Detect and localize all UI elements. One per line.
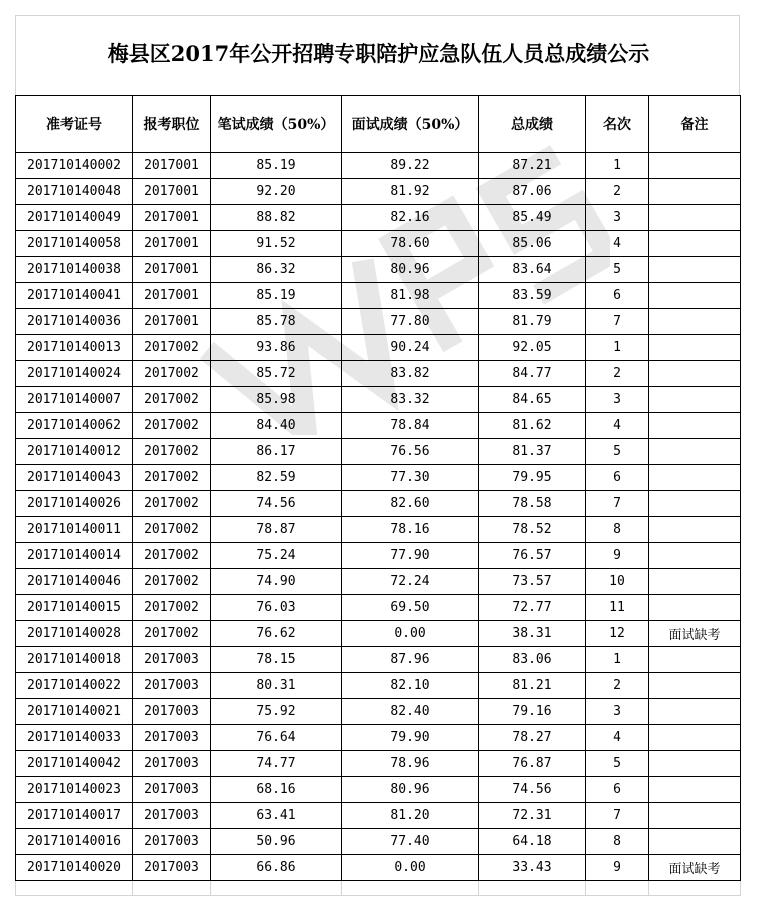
- cell-remark: [649, 699, 741, 725]
- table-row: [16, 543, 741, 569]
- table-row: [16, 673, 741, 699]
- cell-remark: [649, 153, 741, 179]
- table-row: [16, 621, 741, 647]
- cell-exam-id: 201710140062: [16, 413, 133, 439]
- cell-position: 2017002: [133, 465, 211, 491]
- cell-exam-id: 201710140013: [16, 335, 133, 361]
- cell-exam-id: 201710140017: [16, 803, 133, 829]
- cell-position: 2017002: [133, 517, 211, 543]
- cell-rank: 5: [586, 439, 649, 465]
- table-row: [16, 309, 741, 335]
- cell-rank: 3: [586, 699, 649, 725]
- cell-interview-score: 82.60: [342, 491, 479, 517]
- cell-remark: [649, 517, 741, 543]
- cell-total-score: 38.31: [479, 621, 586, 647]
- table-row: [16, 179, 741, 205]
- cell-interview-score: 77.90: [342, 543, 479, 569]
- cell-interview-score: 82.10: [342, 673, 479, 699]
- header-written-score: 笔试成绩（50%）: [211, 96, 342, 153]
- cell-total-score: 78.27: [479, 725, 586, 751]
- cell-written-score: 50.96: [211, 829, 342, 855]
- table-body: [16, 153, 741, 896]
- cell-rank: 2: [586, 673, 649, 699]
- cell-written-score: 85.72: [211, 361, 342, 387]
- cell-written-score: 92.20: [211, 179, 342, 205]
- cell-remark: 面试缺考: [649, 621, 741, 647]
- cell-remark: [649, 335, 741, 361]
- cell-remark: [649, 179, 741, 205]
- cell-written-score: 88.82: [211, 205, 342, 231]
- table-row: [16, 465, 741, 491]
- cell-exam-id: 201710140002: [16, 153, 133, 179]
- cell-position: 2017002: [133, 491, 211, 517]
- cell-rank: 4: [586, 231, 649, 257]
- cell-position: 2017003: [133, 803, 211, 829]
- cell-exam-id: 201710140043: [16, 465, 133, 491]
- cell-written-score: 76.62: [211, 621, 342, 647]
- cell-interview-score: 82.40: [342, 699, 479, 725]
- cell-exam-id: 201710140015: [16, 595, 133, 621]
- cell-total-score: 73.57: [479, 569, 586, 595]
- cell-interview-score: 69.50: [342, 595, 479, 621]
- header-exam-id: 准考证号: [16, 96, 133, 153]
- cell-remark: [649, 387, 741, 413]
- cell-rank: 3: [586, 387, 649, 413]
- table-row: [16, 491, 741, 517]
- header-interview-score: 面试成绩（50%）: [342, 96, 479, 153]
- cell-remark: [649, 777, 741, 803]
- cell-interview-score: 80.96: [342, 257, 479, 283]
- cell-rank: 9: [586, 855, 649, 881]
- cell-exam-id: 201710140028: [16, 621, 133, 647]
- cell-interview-score: 82.16: [342, 205, 479, 231]
- cell-total-score: 72.77: [479, 595, 586, 621]
- table-row: [16, 751, 741, 777]
- cell-exam-id: 201710140014: [16, 543, 133, 569]
- cell-interview-score: 81.20: [342, 803, 479, 829]
- cell-exam-id: 201710140020: [16, 855, 133, 881]
- empty-cell: [16, 881, 133, 896]
- table-row: [16, 205, 741, 231]
- cell-position: 2017003: [133, 699, 211, 725]
- cell-interview-score: 89.22: [342, 153, 479, 179]
- cell-remark: [649, 543, 741, 569]
- header-rank: 名次: [586, 96, 649, 153]
- cell-position: 2017003: [133, 855, 211, 881]
- cell-written-score: 68.16: [211, 777, 342, 803]
- cell-total-score: 81.21: [479, 673, 586, 699]
- table-row: [16, 777, 741, 803]
- cell-rank: 1: [586, 335, 649, 361]
- cell-rank: 7: [586, 491, 649, 517]
- table-header-row: [16, 96, 741, 153]
- cell-remark: [649, 673, 741, 699]
- cell-rank: 2: [586, 361, 649, 387]
- cell-position: 2017001: [133, 231, 211, 257]
- cell-total-score: 83.64: [479, 257, 586, 283]
- cell-remark: [649, 725, 741, 751]
- cell-remark: [649, 439, 741, 465]
- cell-remark: [649, 283, 741, 309]
- score-sheet: [15, 15, 741, 915]
- cell-exam-id: 201710140023: [16, 777, 133, 803]
- cell-remark: [649, 465, 741, 491]
- empty-row: [16, 881, 741, 896]
- cell-rank: 4: [586, 725, 649, 751]
- table-row: [16, 387, 741, 413]
- cell-remark: 面试缺考: [649, 855, 741, 881]
- cell-remark: [649, 595, 741, 621]
- cell-written-score: 91.52: [211, 231, 342, 257]
- empty-cell: [342, 881, 479, 896]
- cell-exam-id: 201710140048: [16, 179, 133, 205]
- table-row: [16, 725, 741, 751]
- table-row: [16, 335, 741, 361]
- cell-position: 2017002: [133, 413, 211, 439]
- cell-written-score: 78.15: [211, 647, 342, 673]
- cell-interview-score: 78.96: [342, 751, 479, 777]
- cell-position: 2017002: [133, 439, 211, 465]
- cell-exam-id: 201710140012: [16, 439, 133, 465]
- cell-interview-score: 81.98: [342, 283, 479, 309]
- table-row: [16, 231, 741, 257]
- cell-remark: [649, 829, 741, 855]
- page-title: 梅县区2017年公开招聘专职陪护应急队伍人员总成绩公示: [107, 41, 650, 66]
- cell-position: 2017003: [133, 725, 211, 751]
- cell-position: 2017003: [133, 673, 211, 699]
- cell-exam-id: 201710140021: [16, 699, 133, 725]
- table-row: [16, 699, 741, 725]
- cell-total-score: 72.31: [479, 803, 586, 829]
- cell-rank: 3: [586, 205, 649, 231]
- cell-position: 2017002: [133, 361, 211, 387]
- cell-total-score: 79.95: [479, 465, 586, 491]
- cell-position: 2017002: [133, 595, 211, 621]
- cell-written-score: 93.86: [211, 335, 342, 361]
- cell-remark: [649, 569, 741, 595]
- cell-remark: [649, 257, 741, 283]
- cell-position: 2017003: [133, 751, 211, 777]
- cell-rank: 4: [586, 413, 649, 439]
- cell-remark: [649, 361, 741, 387]
- cell-interview-score: 81.92: [342, 179, 479, 205]
- cell-rank: 7: [586, 309, 649, 335]
- table-row: [16, 153, 741, 179]
- cell-written-score: 86.32: [211, 257, 342, 283]
- cell-position: 2017001: [133, 205, 211, 231]
- cell-rank: 9: [586, 543, 649, 569]
- cell-total-score: 81.79: [479, 309, 586, 335]
- cell-written-score: 85.98: [211, 387, 342, 413]
- cell-total-score: 85.49: [479, 205, 586, 231]
- cell-rank: 5: [586, 257, 649, 283]
- cell-total-score: 76.57: [479, 543, 586, 569]
- cell-rank: 5: [586, 751, 649, 777]
- cell-remark: [649, 231, 741, 257]
- cell-remark: [649, 803, 741, 829]
- cell-total-score: 85.06: [479, 231, 586, 257]
- table-row: [16, 829, 741, 855]
- table-row: [16, 595, 741, 621]
- table-row: [16, 257, 741, 283]
- cell-rank: 1: [586, 153, 649, 179]
- cell-total-score: 87.21: [479, 153, 586, 179]
- cell-total-score: 84.65: [479, 387, 586, 413]
- table-row: [16, 517, 741, 543]
- cell-total-score: 76.87: [479, 751, 586, 777]
- cell-written-score: 85.78: [211, 309, 342, 335]
- cell-position: 2017002: [133, 621, 211, 647]
- cell-rank: 10: [586, 569, 649, 595]
- cell-written-score: 74.90: [211, 569, 342, 595]
- cell-remark: [649, 309, 741, 335]
- empty-cell: [586, 881, 649, 896]
- cell-rank: 6: [586, 465, 649, 491]
- cell-remark: [649, 647, 741, 673]
- cell-total-score: 84.77: [479, 361, 586, 387]
- cell-written-score: 80.31: [211, 673, 342, 699]
- cell-rank: 2: [586, 179, 649, 205]
- cell-position: 2017003: [133, 647, 211, 673]
- table-row: [16, 803, 741, 829]
- cell-interview-score: 77.80: [342, 309, 479, 335]
- empty-cell: [211, 881, 342, 896]
- empty-cell: [479, 881, 586, 896]
- cell-position: 2017001: [133, 283, 211, 309]
- cell-interview-score: 78.60: [342, 231, 479, 257]
- cell-interview-score: 77.40: [342, 829, 479, 855]
- cell-written-score: 75.92: [211, 699, 342, 725]
- cell-total-score: 81.62: [479, 413, 586, 439]
- cell-exam-id: 201710140036: [16, 309, 133, 335]
- cell-exam-id: 201710140042: [16, 751, 133, 777]
- cell-position: 2017001: [133, 179, 211, 205]
- cell-interview-score: 77.30: [342, 465, 479, 491]
- cell-written-score: 84.40: [211, 413, 342, 439]
- cell-exam-id: 201710140041: [16, 283, 133, 309]
- cell-interview-score: 83.82: [342, 361, 479, 387]
- cell-rank: 6: [586, 777, 649, 803]
- cell-interview-score: 76.56: [342, 439, 479, 465]
- cell-written-score: 85.19: [211, 153, 342, 179]
- cell-total-score: 81.37: [479, 439, 586, 465]
- cell-interview-score: 78.84: [342, 413, 479, 439]
- cell-position: 2017002: [133, 387, 211, 413]
- cell-rank: 6: [586, 283, 649, 309]
- cell-position: 2017001: [133, 309, 211, 335]
- cell-rank: 8: [586, 517, 649, 543]
- cell-interview-score: 0.00: [342, 621, 479, 647]
- cell-written-score: 74.56: [211, 491, 342, 517]
- cell-remark: [649, 491, 741, 517]
- cell-exam-id: 201710140018: [16, 647, 133, 673]
- cell-written-score: 85.19: [211, 283, 342, 309]
- cell-written-score: 76.03: [211, 595, 342, 621]
- cell-exam-id: 201710140038: [16, 257, 133, 283]
- cell-written-score: 86.17: [211, 439, 342, 465]
- table-row: [16, 283, 741, 309]
- cell-interview-score: 0.00: [342, 855, 479, 881]
- cell-exam-id: 201710140011: [16, 517, 133, 543]
- table-row: [16, 569, 741, 595]
- cell-remark: [649, 205, 741, 231]
- cell-written-score: 74.77: [211, 751, 342, 777]
- cell-total-score: 64.18: [479, 829, 586, 855]
- cell-total-score: 78.58: [479, 491, 586, 517]
- cell-position: 2017002: [133, 543, 211, 569]
- cell-total-score: 83.59: [479, 283, 586, 309]
- cell-interview-score: 72.24: [342, 569, 479, 595]
- cell-remark: [649, 751, 741, 777]
- title-cell: [15, 15, 740, 95]
- table-row: [16, 855, 741, 881]
- header-total-score: 总成绩: [479, 96, 586, 153]
- cell-written-score: 78.87: [211, 517, 342, 543]
- cell-rank: 11: [586, 595, 649, 621]
- cell-exam-id: 201710140016: [16, 829, 133, 855]
- cell-exam-id: 201710140033: [16, 725, 133, 751]
- cell-exam-id: 201710140024: [16, 361, 133, 387]
- cell-written-score: 75.24: [211, 543, 342, 569]
- cell-total-score: 74.56: [479, 777, 586, 803]
- cell-interview-score: 80.96: [342, 777, 479, 803]
- cell-total-score: 83.06: [479, 647, 586, 673]
- table-row: [16, 647, 741, 673]
- cell-rank: 7: [586, 803, 649, 829]
- header-remark: 备注: [649, 96, 741, 153]
- cell-exam-id: 201710140026: [16, 491, 133, 517]
- cell-position: 2017003: [133, 829, 211, 855]
- table-row: [16, 439, 741, 465]
- cell-interview-score: 87.96: [342, 647, 479, 673]
- cell-position: 2017001: [133, 153, 211, 179]
- cell-exam-id: 201710140049: [16, 205, 133, 231]
- cell-written-score: 66.86: [211, 855, 342, 881]
- cell-position: 2017002: [133, 569, 211, 595]
- header-position: 报考职位: [133, 96, 211, 153]
- table-row: [16, 361, 741, 387]
- cell-rank: 8: [586, 829, 649, 855]
- empty-cell: [133, 881, 211, 896]
- cell-position: 2017002: [133, 335, 211, 361]
- cell-remark: [649, 413, 741, 439]
- cell-total-score: 79.16: [479, 699, 586, 725]
- cell-total-score: 78.52: [479, 517, 586, 543]
- table-row: [16, 413, 741, 439]
- cell-written-score: 76.64: [211, 725, 342, 751]
- cell-exam-id: 201710140046: [16, 569, 133, 595]
- cell-interview-score: 79.90: [342, 725, 479, 751]
- cell-rank: 1: [586, 647, 649, 673]
- cell-total-score: 87.06: [479, 179, 586, 205]
- cell-total-score: 92.05: [479, 335, 586, 361]
- cell-total-score: 33.43: [479, 855, 586, 881]
- cell-written-score: 63.41: [211, 803, 342, 829]
- cell-exam-id: 201710140058: [16, 231, 133, 257]
- score-table: [15, 95, 741, 896]
- cell-interview-score: 78.16: [342, 517, 479, 543]
- cell-rank: 12: [586, 621, 649, 647]
- cell-exam-id: 201710140022: [16, 673, 133, 699]
- cell-position: 2017003: [133, 777, 211, 803]
- cell-exam-id: 201710140007: [16, 387, 133, 413]
- cell-interview-score: 90.24: [342, 335, 479, 361]
- cell-interview-score: 83.32: [342, 387, 479, 413]
- cell-position: 2017001: [133, 257, 211, 283]
- empty-cell: [649, 881, 741, 896]
- cell-written-score: 82.59: [211, 465, 342, 491]
